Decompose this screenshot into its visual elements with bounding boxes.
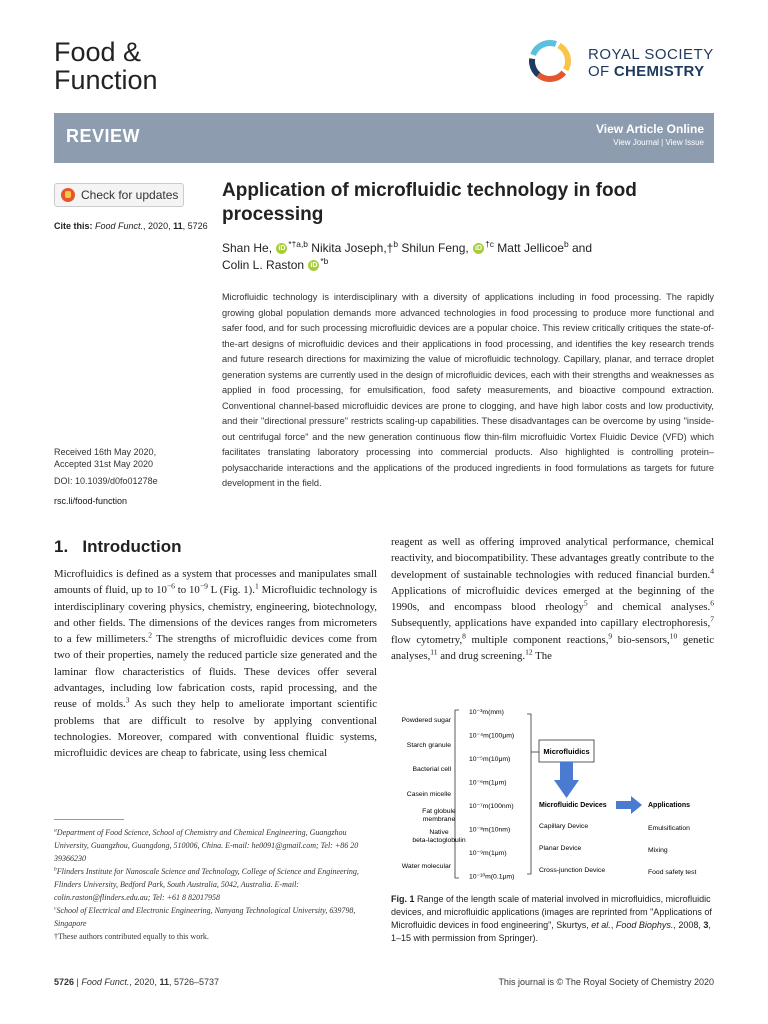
journal-link[interactable]: rsc.li/food-function [54,496,128,506]
exponent: −6 [166,581,175,591]
microfluidics-label: Microfluidics [543,747,590,756]
reference[interactable]: 4 [710,566,714,575]
caption-text: Range of the length scale of material involved in microfluidics, microfluidic devices, and microfluidic applications (images are reprinted from "Applications of Microfluidic devices in food engineering", Skurtys, [391,894,712,930]
scale-list [469,709,514,881]
affil-text: Flinders Institute for Nanoscale Science and Technology, College of Science and Engineering, Flinders University, Bedford Park, South Australia, 5042, Australia. E-mail: colin.raston@flinders.edu.au; Tel: +61 8 82017958 [54,867,359,902]
cite-pages: , 5726 [182,221,208,231]
cite-prefix: Cite this: [54,221,96,231]
affil-marker: c [54,905,57,912]
caption-text: , [610,920,616,930]
affiliations [54,826,377,943]
citation [54,221,208,231]
publisher-line2 [588,63,714,80]
body-text: Microfluidics is defined as a system that processes and manipulates small amounts of fluid, up to 10 [54,568,377,597]
reference[interactable]: 5 [583,598,588,608]
orcid-icon[interactable]: iD [310,262,318,270]
device-label: Cross-junction Device [539,867,606,874]
check-updates-label: Check for updates [81,188,179,202]
cite-journal: Food Funct. [95,221,144,231]
page-footer-left [54,977,219,987]
affil-marker: a [54,827,57,834]
footer-journal: Food Funct. [81,977,130,987]
figure-1 [391,700,714,888]
body-text: and drug screening. [437,650,526,663]
body-text: L (Fig. 1). [207,584,255,597]
author-affil: b [393,239,399,249]
material-label: Powdered sugar [401,717,451,724]
material-label: Fat globule membrane [422,808,456,823]
check-for-updates-button[interactable] [54,183,184,207]
doi[interactable]: DOI: 10.1039/d0fo01278e [54,476,158,486]
down-arrow-icon [554,762,579,798]
body-text: Microfluidic technology is interdisciplinary covering physics, chemistry, engineering, biotechnology, and other fields. The dimensions of the devices ranges from micrometers to a few millimeters. [54,584,378,646]
scale-bracket [455,710,459,878]
view-journal-issue-links[interactable]: View Journal | View Issue [613,138,704,147]
author-name: Shilun Feng, [398,241,469,255]
scale-label: 10⁻⁶m(1μm) [469,779,507,787]
device-label: Planar Device [539,845,582,852]
application-label: Mixing [648,847,668,854]
affil-marker: b [54,866,57,873]
page-number: 5726 [54,977,75,987]
publisher-name [588,46,714,80]
body-text-left [54,566,377,762]
devices-header: Microfluidic Devices [539,802,607,809]
application-label: Emulsification [648,825,690,832]
view-article-online-link[interactable]: View Article Online [595,122,704,136]
reference[interactable]: 9 [608,631,613,641]
footer-volume: 11 [159,977,169,987]
reference[interactable]: 10 [669,631,678,641]
section-title: Introduction [82,537,182,556]
publisher-line1: ROYAL SOCIETY [588,46,714,63]
affil-text: School of Electrical and Electronic Engineering, Nanyang Technological University, 639798, Singapore [54,906,356,928]
reference[interactable]: 3 [125,695,130,705]
body-text: reagent as well as offering improved analytical performance, chemical reactivity, and biocompatibility. These advantages greatly contribute to the development of sustainable technologies with reduced financial burden. [391,536,714,581]
reference[interactable]: 8 [462,631,466,641]
orcid-icon[interactable]: iD [278,245,286,253]
device-label: Capillary Device [539,823,589,830]
reference[interactable]: 1 [254,581,259,591]
material-label: Bacterial cell [412,766,451,773]
affiliation-c [54,904,377,930]
applications-list [648,825,696,876]
scale-label: 10⁻⁴m(100μm) [469,732,515,740]
journal-title [54,38,158,94]
author-name: Matt Jellicoe [493,241,564,255]
received-date: Received 16th May 2020, [54,447,157,457]
scale-label: 10⁻⁸m(10nm) [469,826,511,834]
article-title: Application of microfluidic technology in food processing [222,180,637,225]
scale-bracket-right [527,714,531,874]
body-text: Applications of microfluidic devices emerged at the beginning of the 1990s, and encompass blood rheology [391,584,714,614]
body-text: The [532,650,552,663]
publisher-line2-prefix: OF [588,63,614,80]
right-arrow-icon [616,796,642,814]
journal-title-line2: Function [54,65,158,95]
cite-year: , 2020, [143,221,174,231]
body-text: multiple component reactions, [465,633,609,646]
material-label: Starch granule [406,742,451,749]
equal-contribution-note: †These authors contributed equally to this work. [54,932,209,941]
reference[interactable]: 7 [710,614,714,624]
section-heading [54,537,182,557]
applications-header: Applications [648,802,691,809]
scale-label: 10⁻⁷m(100nm) [469,803,514,810]
affil-text: Department of Food Science, School of Chemistry and Chemical Engineering, Guangzhou University, Guangzhou, Guangdong, 510006, China. E-mail: he0091@gmail.com; Tel: +86 20 39366230 [54,828,359,863]
body-text-right [391,534,714,664]
body-text: bio-sensors, [612,633,670,646]
body-text: flow cytometry, [391,633,463,646]
crossmark-icon [61,188,75,202]
orcid-icon[interactable]: iD [475,245,483,253]
body-text: to 10 [174,584,200,597]
author-name: Shan He, [222,241,273,255]
affiliation-a [54,826,377,865]
application-label: Food safety test [648,869,697,876]
abstract: Microfluidic technology is interdisciplinary with a diversity of applications including in food processing. The rapidly growing global population demands more advanced technologies in food processing to produce more functional and safer food, and for such processing microfluidic devices are a popular choice. This review critically critiques the state-of-the-art designs of microfluidic devices and their applications in food processing, and identifies the key research trends and future research directions for maximizing the value of microfluidic technology. Capillary, planar, and terrace droplet generation systems are currently used in the design of microfluidic devices, each with their strengths and weaknesses as applied in food processing, for emulsification, food safety measurements, and bioactive compound extraction. Conventional channel-based microfluidic devices are prone to clogging, and have high labor costs and low productivity, and their "directional pressure" restricts scaling-up capabilities. These disadvantages can be overcome by using "inside-out centrifugal force" and the new generation continuous flow thin-film microfluidic Vortex Fluidic Device (VFD) which facilitates translating laboratory processing into commercial products. Also highlighted is controlling protein–polysaccharide interactions and the applications of the produced ingredients in food formulations as targets for future development in the field. [222,292,714,488]
accepted-date: Accepted 31st May 2020 [54,459,154,469]
caption-journal: Food Biophys. [615,920,674,930]
materials-list [402,717,466,870]
material-label: Water molecular [401,863,451,870]
figure-caption [391,893,714,945]
footnote-divider [54,819,124,820]
body-text: genetic analyses, [391,633,714,663]
figure-1-diagram [391,700,714,888]
publisher-line2-bold: CHEMISTRY [613,63,705,80]
reference[interactable]: 6 [710,598,714,608]
body-text: Subsequently, applications have expanded into capillary electrophoresis, [391,617,711,630]
author-affil: †c [485,239,494,249]
devices-list [539,823,605,874]
caption-text: , 2008, [673,920,704,930]
author-name: Colin L. Raston [222,258,305,272]
author-list [222,240,712,274]
review-banner [54,113,714,163]
author-and: and [568,241,592,255]
material-label: Native beta-lactoglobulin [412,829,466,844]
body-text: As such they help to ameliorate important scientific problems that are difficult to resolve by applying conventional technologies. Moreover, compared with conventional fluidic systems, microfluidic devices are cheap to fabricate, using less chemical [54,698,377,760]
caption-text: , 1–15 with permission from Springer). [391,920,711,943]
body-text: and chemical analyses. [587,601,711,614]
author-affil: *†a,b [288,239,308,249]
footer-sep: | [74,977,82,987]
reference[interactable]: 11 [430,647,438,657]
footer-pages: , 5726–5737 [168,977,220,987]
exponent: −9 [199,581,208,591]
caption-volume: 3 [703,920,709,930]
body-text: The strengths of microfluidic devices come from two of their properties, namely the reduced particle size generated and the laminar flow characteristics of fluids. These devices offer several advantages, including low fabrication costs, rapid processing, and the reuse of molds. [54,633,377,711]
page-footer-right: This journal is © The Royal Society of Chemistry 2020 [498,977,714,987]
reference[interactable]: 2 [148,630,153,640]
affiliation-b [54,865,377,904]
author-name: Nikita Joseph,† [307,241,394,255]
journal-title-line1: Food & [54,37,142,67]
figure-label: Fig. 1 [391,894,415,904]
material-label: Casein micelle [406,791,451,798]
author-affil: *b [320,256,329,266]
article-type-label: REVIEW [66,126,141,146]
caption-etal: et al. [591,920,611,930]
reference[interactable]: 12 [525,647,533,657]
cite-volume: 11 [173,221,183,231]
author-affil: b [563,239,569,249]
scale-label: 10⁻¹⁰m(0.1μm) [469,873,515,881]
scale-label: 10⁻³m(mm) [469,709,504,716]
footer-year: , 2020, [129,977,160,987]
scale-label: 10⁻⁹m(1μm) [469,850,507,857]
section-number: 1. [54,537,69,556]
scale-label: 10⁻⁵m(10μm) [469,756,511,763]
